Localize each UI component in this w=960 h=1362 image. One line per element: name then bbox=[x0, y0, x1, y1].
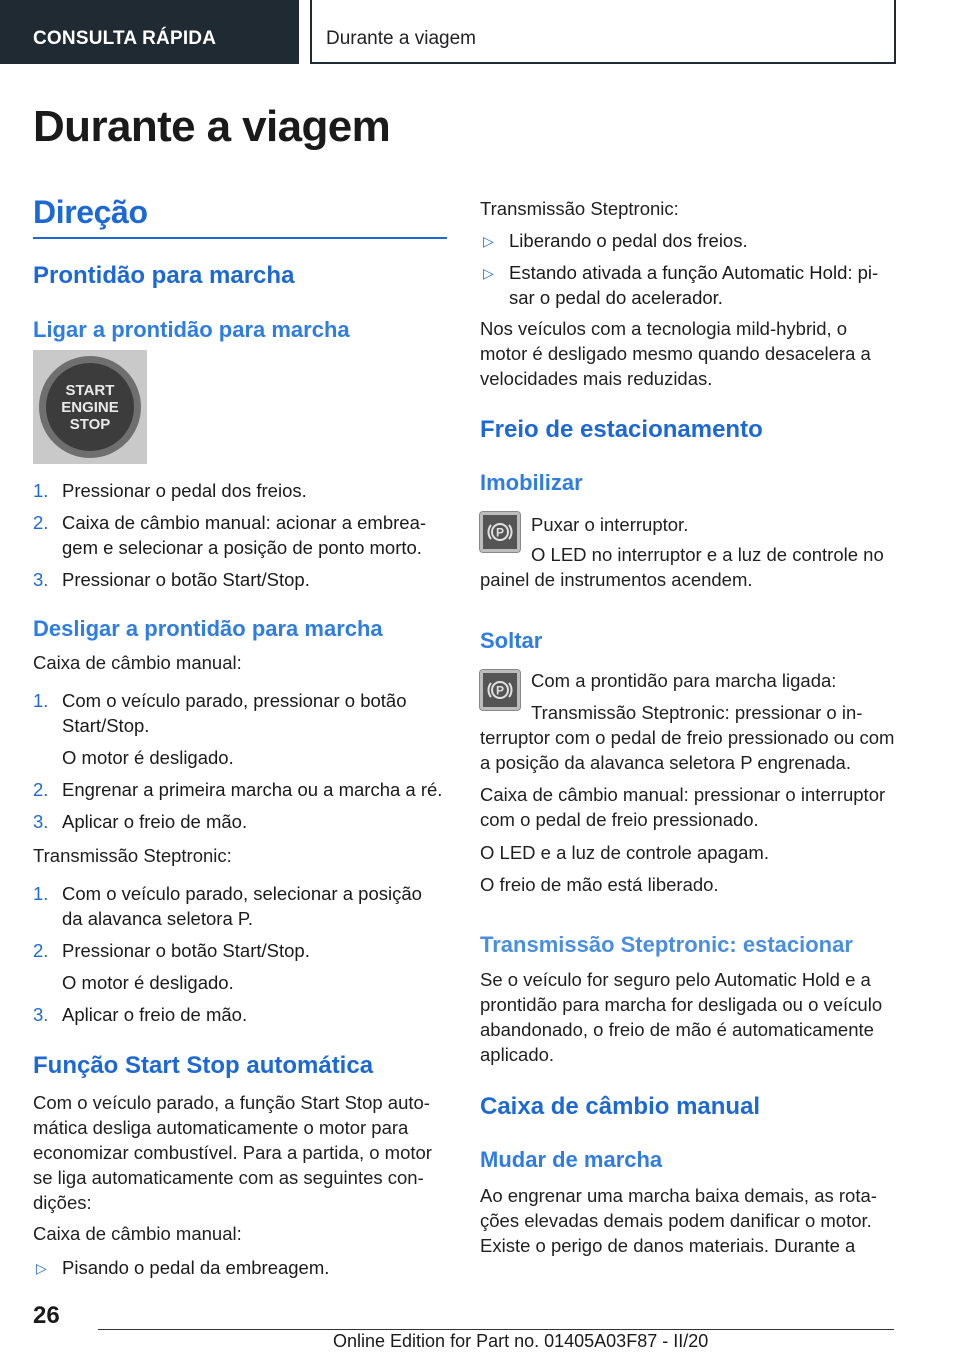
svg-text:P: P bbox=[495, 683, 505, 698]
heading-ligar: Ligar a prontidão para marcha bbox=[33, 317, 350, 342]
heading-steptronic-estacionar: Transmissão Steptronic: estacionar bbox=[480, 932, 853, 957]
heading-soltar: Soltar bbox=[480, 628, 543, 653]
steptronic-label-right: Transmissão Steptronic: bbox=[480, 198, 679, 219]
list-item: 3. Pressionar o botão Start/Stop. bbox=[33, 569, 310, 590]
heading-funcao: Função Start Stop automática bbox=[33, 1052, 374, 1079]
heading-mudar: Mudar de marcha bbox=[480, 1147, 663, 1172]
list-item: 1. Pressionar o pedal dos freios. bbox=[33, 480, 307, 501]
header-chapter: Durante a viagem bbox=[310, 0, 896, 64]
stop-label: STOP bbox=[69, 416, 111, 433]
soltar-step-5: O freio de mão está liberado. bbox=[480, 874, 719, 895]
list-item: ▷ Pisando o pedal da embreagem. bbox=[33, 1255, 447, 1280]
header-section: CONSULTA RÁPIDA bbox=[0, 0, 299, 64]
mild-hybrid-text: Nos veículos com a tecnologia mild-hybrid, o motor é desligado mesmo quando desacelera a velocidades mais reduzidas. bbox=[480, 318, 871, 389]
funcao-manual-label: Caixa de câmbio manual: bbox=[33, 1223, 242, 1244]
page-title: Durante a viagem bbox=[33, 102, 391, 151]
steptronic-label: Transmissão Steptronic: bbox=[33, 845, 232, 866]
triangle-bullet-icon: ▷ bbox=[36, 1260, 47, 1276]
list-item: 3. Aplicar o freio de mão. bbox=[33, 1004, 248, 1025]
list-subtext: O motor é desligado. bbox=[62, 972, 234, 993]
steptronic-estacionar-text: Se o veículo for seguro pelo Automatic Hold e a prontidão para marcha for desligada ou o veículo abandonado, o freio de mão é automaticamente aplicado. bbox=[480, 969, 883, 1065]
heading-imobilizar: Imobilizar bbox=[480, 470, 583, 495]
engine-label: ENGINE bbox=[61, 399, 119, 416]
triangle-bullet-icon: ▷ bbox=[483, 233, 494, 249]
desligar-manual-list bbox=[33, 688, 447, 841]
heading-desligar: Desligar a prontidão para marcha bbox=[33, 616, 383, 641]
start-stop-button-image bbox=[33, 350, 147, 464]
list-item: ▷ Liberando o pedal dos freios. bbox=[480, 228, 898, 253]
list-item: 2. Engrenar a primeira marcha ou a marcha a ré. bbox=[33, 779, 443, 800]
page-number: 26 bbox=[33, 1302, 60, 1329]
triangle-bullet-icon: ▷ bbox=[483, 265, 494, 281]
footer-divider bbox=[98, 1329, 894, 1330]
start-label: START bbox=[65, 382, 115, 399]
list-item: 2. Pressionar o botão Start/Stop. bbox=[33, 940, 310, 961]
svg-text:P: P bbox=[495, 525, 505, 540]
soltar-step-3: Caixa de câmbio manual: pressionar o interruptor com o pedal de freio pressionado. bbox=[480, 784, 886, 830]
funcao-text: Com o veículo parado, a função Start Stop auto- mática desliga automaticamente o motor para economizar combustível. Para a partida, o motor se liga automaticamente com as seguintes con- dições: bbox=[33, 1092, 432, 1213]
list-item: 3. Aplicar o freio de mão. bbox=[33, 811, 248, 832]
soltar-step-2: Transmissão Steptronic: pressionar o in- terruptor com o pedal de freio pressionado ou com a posição da alavanca seletora P engrenada. bbox=[480, 702, 895, 773]
steptronic-bullet-list bbox=[480, 228, 898, 317]
desligar-steptronic-list bbox=[33, 881, 447, 1034]
heading-freio: Freio de estacionamento bbox=[480, 416, 763, 443]
soltar-step-1: Com a prontidão para marcha ligada: bbox=[531, 670, 837, 691]
heading-caixa: Caixa de câmbio manual bbox=[480, 1093, 761, 1120]
manual-label: Caixa de câmbio manual: bbox=[33, 652, 242, 673]
imobilizar-step-1: Puxar o interruptor. bbox=[531, 514, 689, 535]
list-item: 2. Caixa de câmbio manual: acionar a embrea- gem e selecionar a posição de ponto morto. bbox=[33, 512, 427, 558]
list-item: ▷ Estando ativada a função Automatic Hold: pi- sar o pedal do acelerador. bbox=[483, 262, 879, 308]
ligar-steps-list bbox=[33, 478, 447, 599]
footer-edition: Online Edition for Part no. 01405A03F87 - II/20 bbox=[333, 1331, 709, 1351]
list-subtext: O motor é desligado. bbox=[62, 747, 234, 768]
list-item: 1. Com o veículo parado, pressionar o botão Start/Stop. bbox=[33, 690, 407, 736]
heading-prontidao: Prontidão para marcha bbox=[33, 262, 295, 289]
imobilizar-step-2: O LED no interruptor e a luz de controle no painel de instrumentos acendem. bbox=[480, 544, 884, 590]
soltar-step-4: O LED e a luz de controle apagam. bbox=[480, 842, 769, 863]
heading-direcao: Direção bbox=[33, 194, 447, 239]
funcao-bullet-list bbox=[33, 1255, 447, 1287]
mudar-text: Ao engrenar uma marcha baixa demais, as rota- ções elevadas demais podem danificar o motor. Existe o perigo de danos materiais. Durante a bbox=[480, 1185, 877, 1256]
list-item: 1. Com o veículo parado, selecionar a posição da alavanca seletora P. bbox=[33, 883, 422, 929]
